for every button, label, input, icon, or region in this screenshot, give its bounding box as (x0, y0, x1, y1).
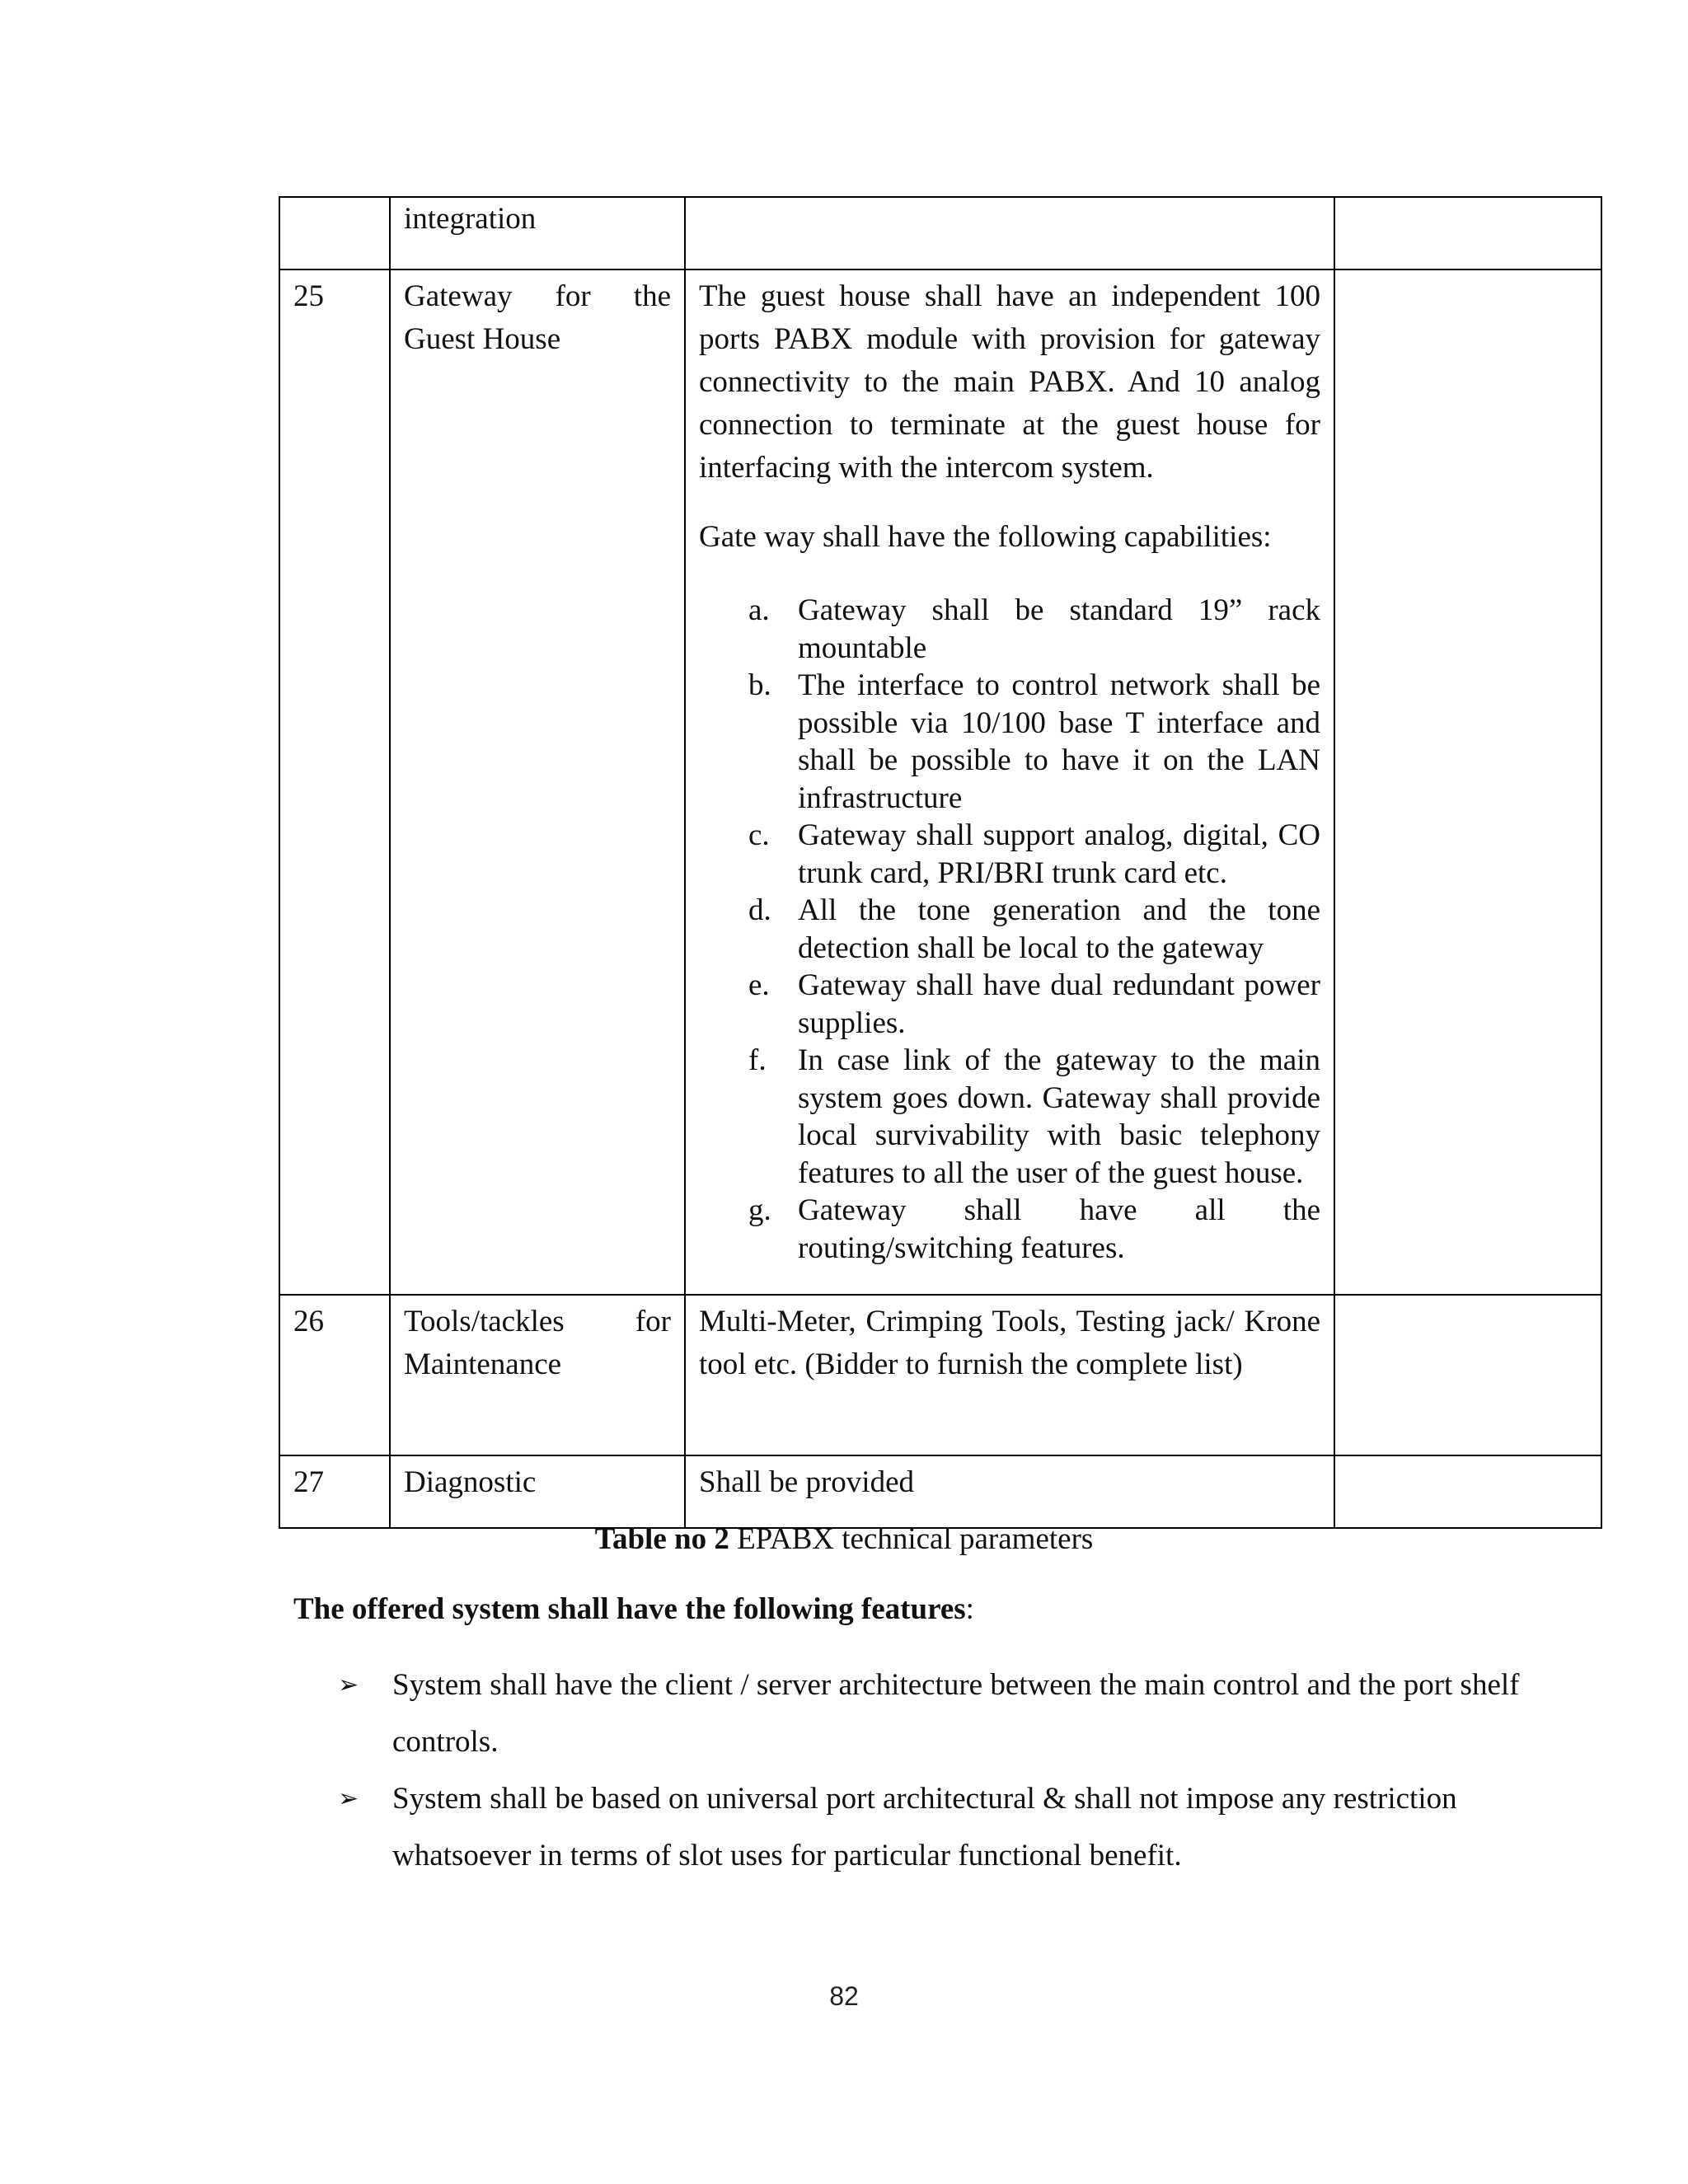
parameter-cell (390, 1295, 685, 1455)
row-number-cell (279, 1295, 390, 1455)
parameter-text: Diagnostic (404, 1465, 537, 1499)
features-heading (293, 1591, 974, 1627)
specification-cell (685, 1295, 1334, 1455)
capabilities-heading: Gate way shall have the following capabilities: (699, 520, 1272, 554)
list-item-text: routing/switching features. (798, 1230, 1125, 1265)
page-number: 82 (829, 1981, 859, 2011)
arrowhead-bullet-icon: ➢ (338, 1671, 359, 1699)
list-item (699, 892, 1320, 967)
list-marker: a. (748, 593, 770, 627)
parameter-cell (390, 1455, 685, 1528)
remarks-cell (1334, 1295, 1601, 1455)
feature-text: System shall have the client / server architecture between the main control and the port shelf controls. (392, 1668, 1520, 1759)
list-marker: e. (748, 968, 770, 1002)
caption-label: Table no 2 (594, 1522, 729, 1556)
list-marker: c. (748, 818, 770, 852)
table-row (279, 1295, 1601, 1455)
list-item-text: In case link of the gateway to the main system goes down. Gateway shall provide local survivability with basic telephony features to all the user of the guest house. (798, 1043, 1320, 1190)
list-item (338, 1770, 1558, 1884)
row-number: 26 (293, 1305, 324, 1338)
list-item (338, 1657, 1558, 1770)
list-item (699, 1042, 1320, 1192)
list-item-text: Gateway shall have dual redundant power supplies. (798, 968, 1320, 1040)
specification-cell (685, 197, 1334, 269)
features-list (338, 1657, 1558, 1884)
specification-intro: The guest house shall have an independent 100 ports PABX module with provision for gateway connectivity to the main PABX. And 10 analog connection to terminate at the guest house for interfacing with the intercom system. (699, 279, 1320, 485)
arrowhead-bullet-icon: ➢ (338, 1784, 359, 1813)
remarks-cell (1334, 1455, 1601, 1528)
row-number-cell (279, 197, 390, 269)
parameter-text-line: Maintenance (404, 1347, 562, 1381)
list-item (699, 967, 1320, 1042)
list-item (699, 817, 1320, 892)
table-row (279, 1455, 1601, 1528)
features-heading-text: The offered system shall have the following features (293, 1592, 966, 1626)
list-marker: g. (748, 1193, 771, 1227)
list-item-text: Gateway shall be standard 19” rack mountable (798, 593, 1320, 665)
specification-text: Multi-Meter, Crimping Tools, Testing jack/ Krone tool etc. (Bidder to furnish the complete list) (699, 1305, 1320, 1381)
list-marker: d. (748, 893, 771, 927)
specification-cell (685, 269, 1334, 1295)
list-marker: f. (748, 1043, 767, 1077)
caption-text: EPABX technical parameters (729, 1522, 1094, 1556)
specification-cell (685, 1455, 1334, 1528)
table-row (279, 197, 1601, 269)
list-marker: b. (748, 668, 771, 702)
features-heading-suffix: : (965, 1592, 974, 1626)
list-item-text: The interface to control network shall be possible via 10/100 base T interface and shall be possible to have it on the LAN infrastructure (798, 668, 1320, 815)
list-item-text: Gateway shall have all the (798, 1193, 1320, 1227)
parameter-text-line: Gateway for the (404, 279, 671, 313)
list-item (699, 667, 1320, 817)
parameter-cell (390, 269, 685, 1295)
table-caption (0, 1521, 1688, 1557)
feature-text: System shall be based on universal port architectural & shall not impose any restriction whatsoever in terms of slot uses for particular functional benefit. (392, 1782, 1457, 1872)
row-number: 27 (293, 1465, 324, 1499)
epabx-parameters-table (279, 196, 1602, 1529)
list-item-text: Gateway shall support analog, digital, CO trunk card, PRI/BRI trunk card etc. (798, 818, 1320, 890)
row-number-cell (279, 1455, 390, 1528)
specification-text: Shall be provided (699, 1465, 915, 1499)
table-row (279, 269, 1601, 1295)
list-item (699, 592, 1320, 667)
list-item-text: All the tone generation and the tone detection shall be local to the gateway (798, 893, 1320, 965)
list-item (699, 1192, 1320, 1267)
remarks-cell (1334, 269, 1601, 1295)
remarks-cell (1334, 197, 1601, 269)
row-number: 25 (293, 279, 324, 313)
parameter-text-line: Tools/tackles for (404, 1305, 671, 1338)
parameter-text: integration (404, 202, 537, 236)
parameter-text-line: Guest House (404, 322, 561, 356)
capabilities-list (699, 592, 1320, 1267)
parameter-cell (390, 197, 685, 269)
row-number-cell (279, 269, 390, 1295)
